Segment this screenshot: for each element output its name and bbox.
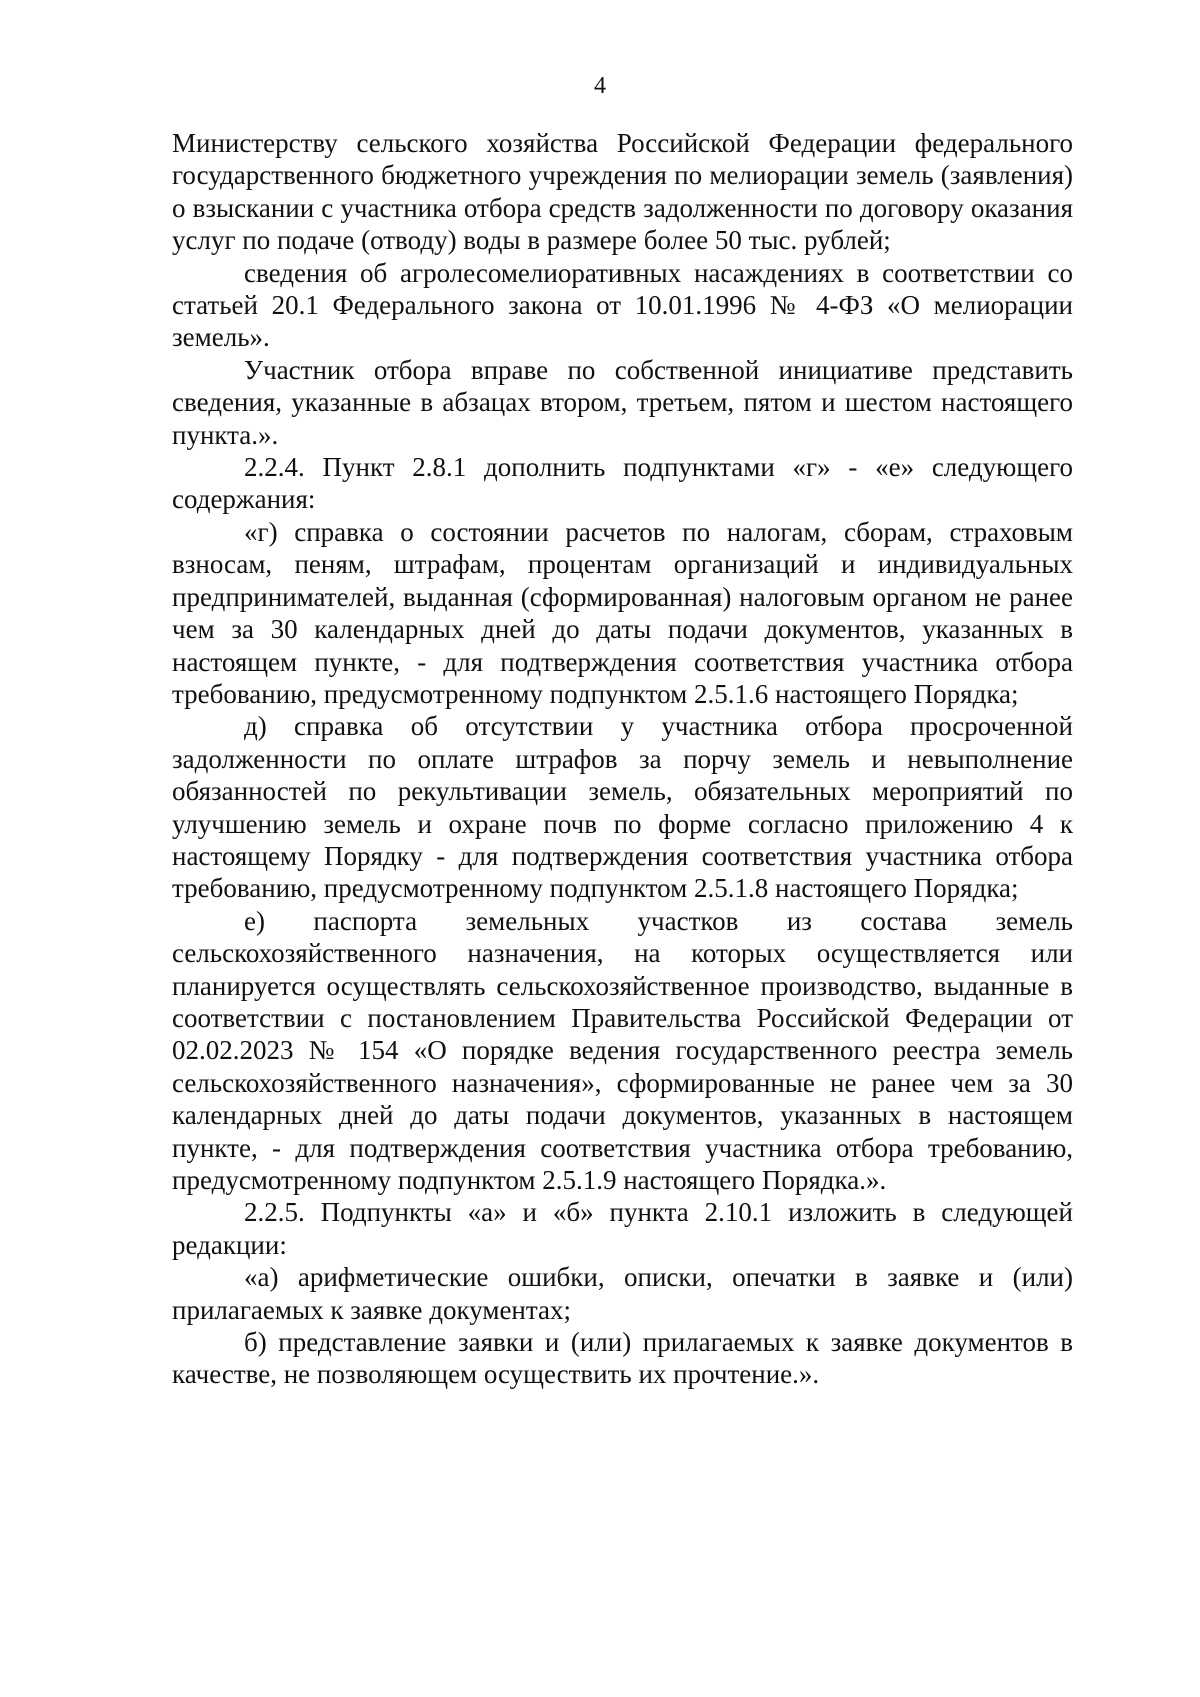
document-body <box>172 127 1073 1391</box>
paragraph: 2.2.4. Пункт 2.8.1 дополнить подпунктами «г» - «е» следующего содержания: <box>172 452 1073 515</box>
paragraph: Министерству сельского хозяйства Российской Федерации федерального государственного бюджетного учреждения по мелиорации земель (заявления) о взыскании с участника отбора средств задолженности по договору оказания услуг по подаче (отводу) воды в размере более 50 тыс. рублей; <box>172 128 1073 256</box>
paragraph: 2.2.5. Подпункты «а» и «б» пункта 2.10.1 изложить в следующей редакции: <box>172 1197 1073 1260</box>
paragraph: д) справка об отсутствии у участника отбора просроченной задолженности по оплате штрафов за порчу земель и невыполнение обязанностей по рекультивации земель, обязательных мероприятий по улучшению земель и охране почв по форме согласно приложению 4 к настоящему Порядку - для подтверждения соответствия участника отбора требованию, предусмотренному подпунктом 2.5.1.8 настоящего Порядка; <box>172 711 1073 904</box>
page-number: 4 <box>594 73 606 99</box>
paragraph: «а) арифметические ошибки, описки, опечатки в заявке и (или) прилагаемых к заявке документах; <box>172 1262 1073 1325</box>
paragraph: «г) справка о состоянии расчетов по налогам, сборам, страховым взносам, пеням, штрафам, процентам организаций и индивидуальных предпринимателей, выданная (сформированная) налоговым органом не ранее чем за 30 календарных дней до даты подачи документов, указанных в настоящем пункте, - для подтверждения соответствия участника отбора требованию, предусмотренному подпунктом 2.5.1.6 настоящего Порядка; <box>172 516 1073 709</box>
paragraph: сведения об агролесомелиоративных насаждениях в соответствии со статьей 20.1 Федерального закона от 10.01.1996 № 4-ФЗ «О мелиорации земель». <box>172 257 1073 353</box>
paragraph: Участник отбора вправе по собственной инициативе представить сведения, указанные в абзацах втором, третьем, пятом и шестом настоящего пункта.». <box>172 354 1073 450</box>
paragraph: б) представление заявки и (или) прилагаемых к заявке документов в качестве, не позволяющем осуществить их прочтение.». <box>172 1327 1073 1390</box>
paragraph: е) паспорта земельных участков из состава земель сельскохозяйственного назначения, на которых осуществляется или планируется осуществлять сельскохозяйственное производство, выданные в соответствии с постановлением Правительства Российской Федерации от 02.02.2023 № 154 «О порядке ведения государственного реестра земель сельскохозяйственного назначения», сформированные не ранее чем за 30 календарных дней до даты подачи документов, указанных в настоящем пункте, - для подтверждения соответствия участника отбора требованию, предусмотренному подпунктом 2.5.1.9 настоящего Порядка.». <box>172 905 1073 1195</box>
